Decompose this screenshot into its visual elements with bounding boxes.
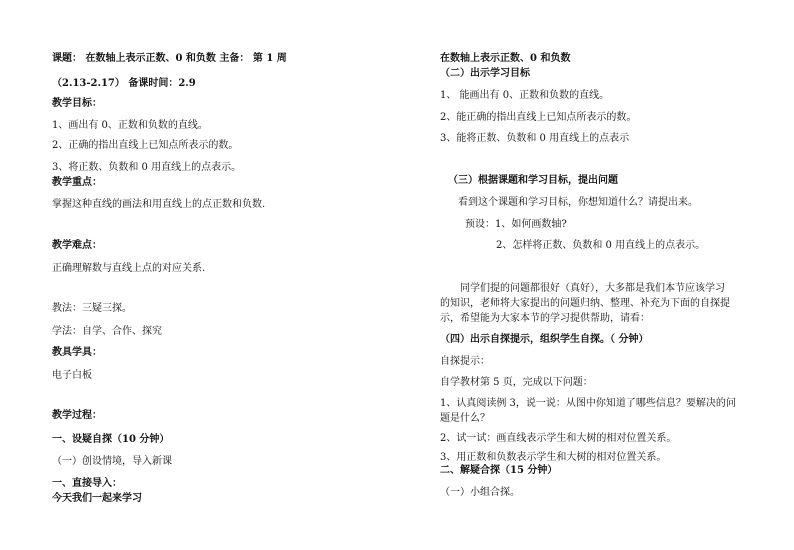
section-3-heading: （三）根据课题和学习目标，提出问题 [448,175,618,186]
today-text: 今天我们一起来学习 [52,493,142,504]
hint-intro: 自学教材第 5 页，完成以下问题： [440,377,593,388]
lesson-title-line2: （2.13-2.17） 备课时间：2.9 [52,78,196,89]
difficulty-heading: 教学难点： [52,240,102,251]
hint-1-line-2: 题是什么？ [440,413,490,424]
teaching-goal-3: 3、将正数、负数和 0 用直线上的点表示。 [52,162,242,173]
difficulty-text: 正确理解数与直线上点的对应关系. [52,263,206,274]
learning-goal-2: 2、能正确的指出直线上已知点所表示的数。 [440,112,637,123]
group-explore-heading: （一）小组合探。 [440,487,520,498]
direct-intro-heading: 一、直接导入： [52,478,122,489]
teaching-goal-2: 2、正确的指出直线上已知点所表示的数。 [52,140,239,151]
topic-title: 在数轴上表示正数、0 和负数 [440,53,571,64]
hint-1-line-1: 1、认真阅读例 3，说一说：从图中你知道了哪些信息？要解决的问 [440,398,736,409]
paragraph-line-2: 的知识，老师将大家提出的问题归纳、整理、补充为下面的自探提 [440,298,730,309]
paragraph-line-3: 示，希望能为大家本节的学习提供帮助，请看： [440,313,650,324]
tools-text: 电子白板 [52,370,92,381]
section-1-subheading: （一）创设情境，导入新课 [52,456,172,467]
question-intro: 看到这个课题和学习目标，你想知道什么？请提出来。 [458,197,698,208]
lesson-title-line1: 课题： 在数轴上表示正数、0 和负数 主备： 第 1 周 [52,53,287,64]
preset-1: 预设：1、如何画数轴? [465,219,567,230]
section-2-heading: 二、解疑合探（15 分钟） [440,465,558,476]
preset-2: 2、怎样将正数、负数和 0 用直线上的点表示。 [496,240,706,251]
key-points-text: 掌握这种直线的画法和用直线上的点正数和负数. [52,199,266,210]
hint-heading: 自探提示： [440,356,490,367]
teaching-goal-1: 1、画出有 0、正数和负数的直线。 [52,120,208,131]
learning-goal-3: 3、能将正数、负数和 0 用直线上的点表示 [440,133,630,144]
teaching-goals-heading: 教学目标： [52,98,102,109]
learning-goal-1: 1、 能画出有 0、正数和负数的直线。 [440,90,610,101]
hint-2: 2、试一试：画直线表示学生和大树的相对位置关系。 [440,433,677,444]
learning-method: 学法：自学、合作、探究 [52,326,162,337]
paragraph-line-1: 同学们提的问题都很好（真好），大多都是我们本节应该学习 [460,283,725,294]
process-heading: 教学过程： [52,410,102,421]
learning-goals-heading: （二）出示学习目标 [440,68,530,79]
tools-heading: 教具学具： [52,347,102,358]
hint-3: 3、用正数和负数表示学生和大树的相对位置关系。 [440,452,667,463]
teaching-method: 教法：三疑三探。 [52,303,132,314]
section-1-heading: 一、设疑自探（10 分钟） [52,434,170,445]
section-4-heading: （四）出示自探提示，组织学生自探。（ 分钟） [440,334,649,345]
key-points-heading: 教学重点： [52,177,102,188]
